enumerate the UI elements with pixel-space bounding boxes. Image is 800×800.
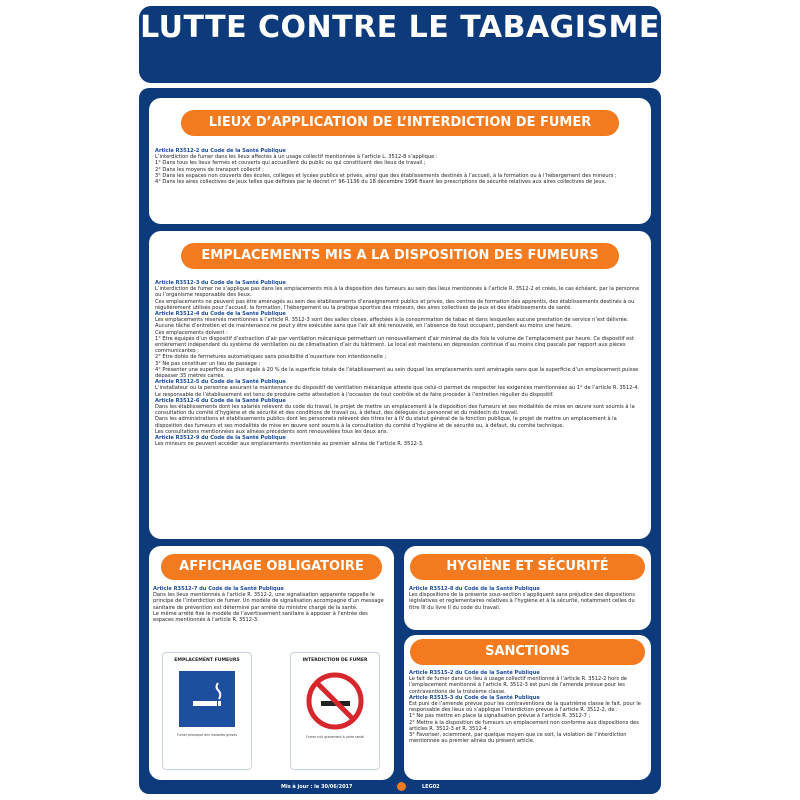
- paragraph: Dans les établissements dont les salariés relèvent du code du travail, le projet de mettre un emplacement à la disposition des fumeurs et ses modalités de mise en œuvre sont soumis à la consultation du comité d’hygiène et de sécurité et des conditions de travail ou, à défaut, des délégués du personnel et du médecin du travail.: [155, 404, 635, 417]
- article-reference: Article R3512-4 du Code de la Santé Publique: [155, 311, 286, 318]
- paragraph: 1° Dans tous les lieux fermés et couverts qui accueillent du public ou qui constituent des lieux de travail ;: [155, 160, 426, 167]
- paragraph: Les dispositions de la présente sous-section s’appliquent sans préjudice des dispositions législatives et réglementaires relatives à l’hygiène et à la sécurité, notamment celles du titre III du livre II du code du travail.: [409, 592, 635, 611]
- paragraph: Le fait de fumer dans un lieu à usage collectif mentionné à l’article R. 3512-2 hors de l’emplacement mentionné à l’article R. 3512-3 est puni de l’amende prévue pour les contraventions de la troisième classe.: [409, 676, 628, 695]
- card-emplacements: [149, 231, 651, 539]
- paragraph: 2° Etre dotés de fermetures automatiques sans possibilité d’ouverture non intentionnelle ;: [155, 354, 387, 361]
- article-reference: Article R3515-2 du Code de la Santé Publique: [409, 670, 540, 676]
- paragraph: Les consultations mentionnées aux alinéas précédents sont renouvelées tous les deux ans.: [155, 428, 389, 435]
- paragraph: 3° Ne pas constituer un lieu de passage ;: [155, 360, 261, 367]
- heading-lieux: LIEUX D’APPLICATION DE L’INTERDICTION DE FUMER: [181, 110, 619, 136]
- sign1-caption: Fumer provoque des maladies graves: [176, 733, 238, 737]
- text-sanctions: [409, 670, 646, 744]
- no-smoking-icon: [305, 671, 365, 731]
- footer: [139, 781, 661, 794]
- article-reference: Article R3512-7 du Code de la Santé Publique: [153, 586, 284, 592]
- paragraph: 4° Dans les aires collectives de jeux telles que définies par le décret n° 96-1136 du 18 décembre 1996 fixant les prescriptions de sécurité relatives aux aires collectives de jeux.: [155, 179, 607, 186]
- article-reference: Article R3512-9 du Code de la Santé Publique: [155, 435, 286, 442]
- logo-icon: [397, 782, 406, 791]
- paragraph: 2° Dans les moyens de transport collectif ;: [155, 166, 264, 173]
- text-lieux: [155, 148, 645, 185]
- paragraph: Dans les lieux mentionnés à l’article R. 3512-2, une signalisation apparente rappelle le principe de l’interdiction de fumer. Un modèle de signalisation accompagné d’un message sanitaire de prévention est déterminé par arrêté du ministre chargé de la santé.: [153, 592, 384, 611]
- text-emplacements: [155, 280, 645, 447]
- sign2-title: INTERDICTION DE FUMER: [302, 658, 368, 663]
- card-hygiene: [404, 546, 651, 630]
- card-sanctions: [404, 635, 651, 780]
- paragraph: 4° Présenter une superficie au plus égale à 20 % de la superficie totale de l’établissement au sein duquel les emplacements sont aménagés sans que la superficie d’un emplacement puisse dépasser 35 mètres carrés.: [155, 366, 639, 380]
- text-hygiene: [409, 586, 646, 611]
- card-affichage: [149, 546, 394, 780]
- paragraph: Ces emplacements ne peuvent pas être aménagés au sein des établissements d’enseignement publics et privés, des centres de formation des apprentis, des établissements destinés à ou régulièrement utilisés pour l’accueil, la formation, l’hébergement ou la pratique sportive des mineurs, des aires collectives de jeux et des établissements de santé.: [155, 298, 635, 311]
- poster: [133, 0, 667, 800]
- title-banner: [139, 6, 661, 83]
- paragraph: L’interdiction de fumer dans les lieux affectés à un usage collectif mentionnée à l’article L. 3512-8 s’applique :: [155, 154, 438, 161]
- paragraph: L’installateur ou la personne assurant la maintenance du dispositif de ventilation mécanique atteste que celui-ci permet de respecter les exigences mentionnées au 1° de l’article R. 3512-4.: [155, 385, 640, 392]
- heading-hygiene: HYGIÈNE ET SÉCURITÉ: [410, 554, 645, 580]
- card-lieux: [149, 98, 651, 224]
- paragraph: 3° Favoriser, sciemment, par quelque moyen que ce soit, la violation de l’interdiction mentionnée au premier alinéa du présent article.: [409, 732, 627, 745]
- article-reference: Article R3512-2 du Code de la Santé Publique: [155, 148, 286, 154]
- paragraph: 1° Etre équipés d’un dispositif d’extraction d’air par ventilation mécanique permettant un renouvellement d’air minimal de dix fois le volume de l’emplacement par heure. Ce dispositif est entièrement indépendant du système de ventilation ou de climatisation d’air du bâtiment. Le local est maintenu en dépression continue d’au moins cinq pascals par rapport aux pièces communicantes ;: [155, 335, 634, 355]
- paragraph: L’interdiction de fumer ne s’applique pas dans les emplacements mis à la disposition des fumeurs au sein des lieux mentionnés à l’article R. 3512-2 et créés, le cas échéant, par la personne ou l’organisme responsable des lieux.: [155, 286, 640, 299]
- sign1-title: EMPLACEMENT FUMEURS: [174, 658, 240, 663]
- article-reference: Article R3515-3 du Code de la Santé Publique: [409, 694, 540, 701]
- poster-code: LEG02: [422, 784, 440, 790]
- article-reference: Article R3512-3 du Code de la Santé Publique: [155, 280, 286, 286]
- paragraph: Le même arrêté fixe le modèle de l’avertissement sanitaire à apposer à l’entrée des espaces mentionnés à l’article R. 3512-3.: [153, 610, 368, 624]
- heading-affichage: AFFICHAGE OBLIGATOIRE: [161, 554, 382, 580]
- paragraph: 1° Ne pas mettre en place la signalisation prévue à l’article R. 3512-7 ;: [409, 713, 591, 720]
- paragraph: Le responsable de l’établissement est tenu de produire cette attestation à l’occasion de tout contrôle et de faire procéder à l’entretien régulier du dispositif.: [155, 391, 554, 398]
- paragraph: 3° Dans les espaces non couverts des écoles, collèges et lycées publics et privés, ainsi que des établissements destinés à l’accueil, à la formation ou à l’hébergement des mineurs ;: [155, 172, 617, 179]
- heading-sanctions: SANCTIONS: [410, 639, 645, 665]
- paragraph: 2° Mettre à la disposition de fumeurs un emplacement non conforme aux dispositions des articles R. 3512-3 et R. 3512-4 ;: [409, 719, 639, 732]
- article-reference: Article R3512-6 du Code de la Santé Publique: [155, 397, 286, 404]
- page-title: LUTTE CONTRE LE TABAGISME: [140, 10, 660, 45]
- update-date: Mis à jour : le 30/06/2017: [281, 784, 353, 790]
- paragraph: Les mineurs ne peuvent accéder aux emplacements mentionnés au premier alinéa de l’article R. 3512-3.: [155, 441, 424, 448]
- paragraph: Est puni de l’amende prévue pour les contraventions de la quatrième classe le fait, pour le responsable des lieux où s’applique l’interdiction prévue à l’article R. 3512-2, de :: [409, 701, 641, 714]
- article-reference: Article R3512-8 du Code de la Santé Publique: [409, 586, 540, 592]
- article-reference: Article R3512-5 du Code de la Santé Publique: [155, 379, 286, 386]
- paragraph: Ces emplacements doivent :: [155, 329, 228, 336]
- sign-interdiction-fumer: [290, 652, 380, 770]
- paragraph: Les emplacements réservés mentionnés à l’article R. 3512-3 sont des salles closes, affectées à la consommation de tabac et dans lesquelles aucune prestation de service n’est délivrée. Aucune tâche d’entretien et de maintenance ne peut y être exécutée sans que l’air ait été renouvelé, en l’absence de tout occupant, pendant au moins une heure.: [155, 317, 629, 330]
- text-affichage: [153, 586, 389, 623]
- smoking-allowed-icon: [179, 671, 235, 727]
- paragraph: Dans les administrations et établissements publics dont les personnels relèvent des titres Ier à IV du statut général de la fonction publique, le projet de mettre un emplacement à la disposition des fumeurs et ses modalités de mise en œuvre sont soumis à la consultation du comité d’hygiène et de sécurité ou, à défaut, du comité technique.: [155, 416, 617, 429]
- sign-emplacement-fumeurs: [162, 652, 252, 770]
- sign2-caption: Fumer nuit gravement à votre santé: [306, 735, 364, 739]
- heading-emplacements: EMPLACEMENTS MIS A LA DISPOSITION DES FUMEURS: [181, 243, 619, 269]
